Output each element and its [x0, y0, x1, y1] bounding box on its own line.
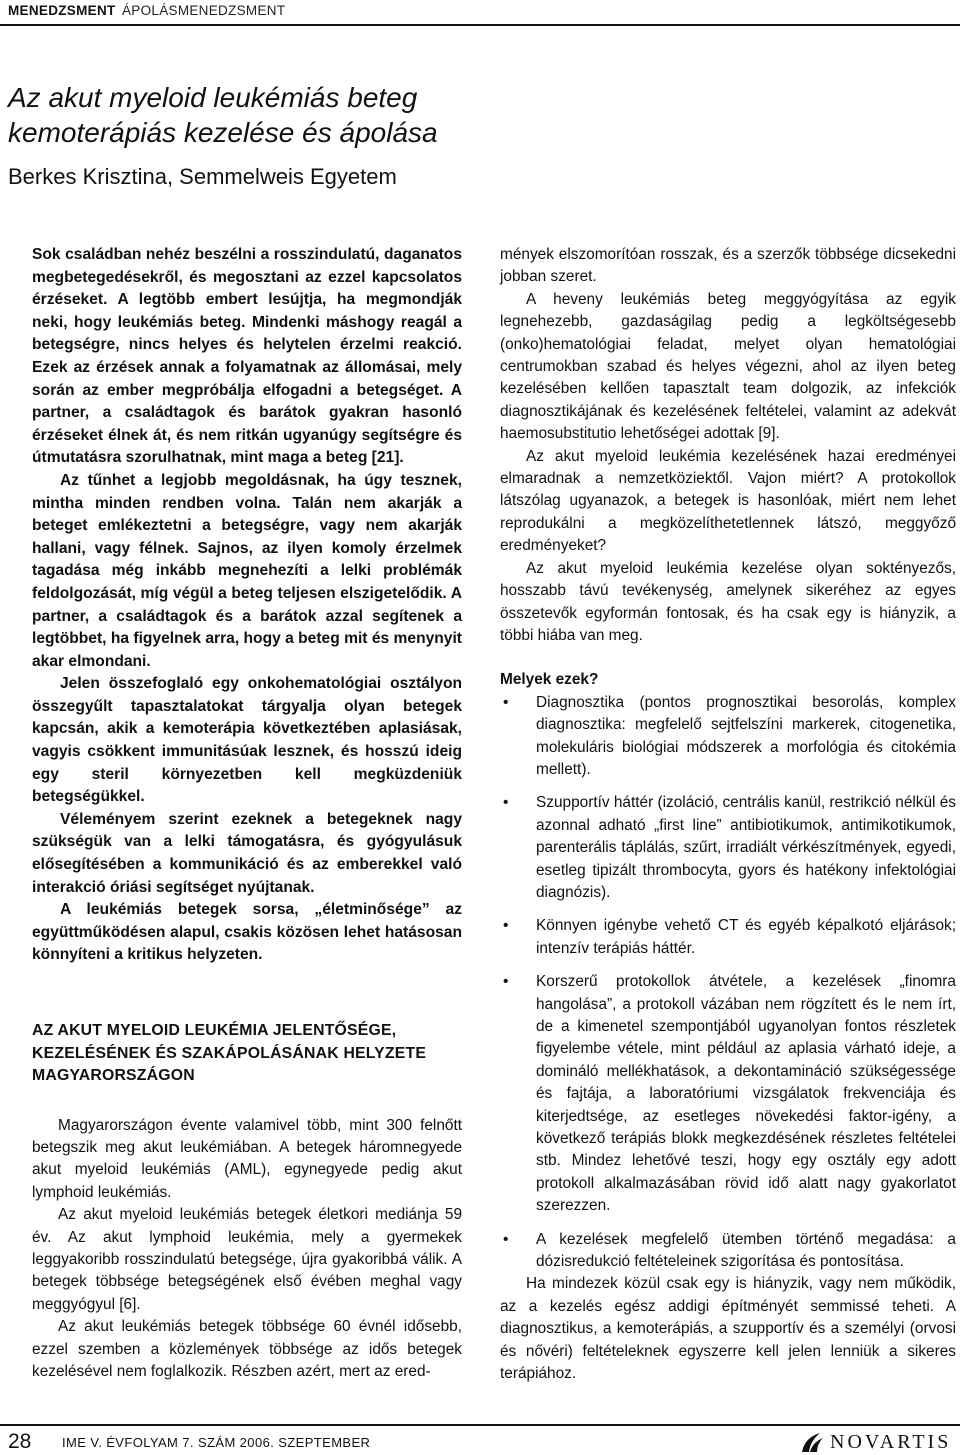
section-heading-line: KEZELÉSÉNEK ÉS SZAKÁPOLÁSÁNAK HELYZETE — [32, 1044, 427, 1062]
left-column — [32, 244, 462, 1383]
footer-divider — [0, 1424, 960, 1426]
running-header — [0, 0, 960, 22]
page-number: 28 — [8, 1430, 32, 1453]
lead-paragraph: Véleményem szerint ezeknek a betegeknek nagy szükségük van a lelki támogatásra, és gyógyulásuk elősegítésében a kommunikáció és az emberekkel való interakció óriási segítséget nyújtanak. — [32, 810, 462, 896]
list-item-text: Diagnosztika (pontos prognosztikai besorolás, komplex diagnosztika: megfelelő sejtfelszíni markerek, citogenetika, molekuláris biológiai módszerek a morfológia és citokémia mellett). — [536, 693, 956, 778]
right-column — [500, 244, 956, 1386]
body-paragraph: Ha mindezek közül csak egy is hiányzik, vagy nem működik, az a kezelés egész addigi építményét semmissé teheti. A diagnosztikus, a kemoterápiás, a szupportív és a személyi (orvosi és nővéri) feltételeknek egyszerre kell jelen lenniük a sikeres terápiához. — [500, 1275, 956, 1383]
bullet-icon: • — [503, 794, 509, 812]
list-item — [500, 792, 956, 904]
lead-text — [32, 244, 462, 967]
list-item — [500, 971, 956, 1217]
novartis-flame-logo-icon — [798, 1430, 826, 1454]
section-label: MENEDZSMENT — [8, 3, 116, 18]
lead-paragraph: Sok családban nehéz beszélni a rosszindulatú, daganatos megbetegedésekről, és megosztani az ezzel kapcsolatos érzéseket. A legtöbb embert lesújtja, ha megmondják neki, hogy leukémiás beteg. Mindenki máshogy reagál a betegségre, nincs helyes és helytelen érzelmi reakció. Ezek az érzések annak a folyamatnak az állomásai, mely során az ember megpróbálja elfogadni a betegséget. A partner, a családtagok és barátok gyakran hasonló érzéseket élnek át, és nem ritkán ugyanúgy segítségre és útmutatásra szorulhatnak, mint maga a beteg [21]. — [32, 246, 462, 467]
article-title-line-2: kemoterápiás kezelése és ápolása — [8, 117, 438, 148]
list-item — [500, 1229, 956, 1274]
body-paragraph: Az akut myeloid leukémiás betegek életkori mediánja 59 év. Az akut lymphoid leukémia, mely a gyermekek leggyakoribb rosszindulatú betegsége, újra gyakoribbá válik. A betegek többsége betegségének első évében meghal vagy meggyógyul [6]. — [32, 1206, 462, 1313]
article-byline: Berkes Krisztina, Semmelweis Egyetem — [8, 164, 397, 189]
section-body — [32, 1115, 462, 1384]
list-item-text: A kezelések megfelelő ütemben történő megadása: a dózisredukció feltételeinek szigorítása és pontosítása. — [536, 1230, 956, 1271]
list-item-text: Szupportív háttér (izoláció, centrális kanül, restrikció nélkül és azonnal adható „first line” antibiotikumok, antimikotikumok, parenterális táplálás, szűrt, irradiált vérkészítmények, egyedi, esetleg tipizált thrombocyta, gyors és hatékony infektológiai diagnózis). — [536, 794, 957, 901]
lead-paragraph: Az tűnhet a legjobb megoldásnak, ha úgy tesznek, mintha minden rendben volna. Talán nem akarják a beteget emlékeztetni a betegségre, vagy nem akarják hallani, vagy félnek. Sajnos, az ilyen komoly érzelmek tagadása még inkább megnehezíti a lelki problémák feldolgozását, míg végül a beteg teljesen elszigetelődik. A partner, a családtagok és a barátok azzal segítenek a legtöbbet, ha figyelnek arra, hogy a beteg mit és menynyit akar elmondani. — [32, 471, 462, 670]
subsection-label: ÁPOLÁSMENEDZSMENT — [122, 3, 286, 18]
bullet-icon: • — [503, 973, 509, 991]
list-item — [500, 915, 956, 960]
lead-paragraph: Jelen összefoglaló egy onkohematológiai osztályon összegyűlt tapasztalatokat tárgyalja olyan betegek kapcsán, akik a kemoterápia következtében aplasiásak, vagyis csökkent immunitásúak lesznek, és hosszú ideig egy steril környezetben kell megküzdeniük betegségükkel. — [32, 675, 462, 806]
bullet-icon: • — [503, 1230, 509, 1248]
section-heading-line: MAGYARORSZÁGON — [32, 1067, 195, 1084]
body-paragraph: Az akut myeloid leukémia kezelése olyan soktényezős, hosszabb távú tevékenység, amelynek sikeréhez az egyes összetevők egyformán fontosak, és ha csak egy is hiányzik, a többi hiába van meg. — [500, 559, 956, 644]
body-paragraph: Az akut leukémiás betegek többsége 60 évnél idősebb, ezzel szemben a közlemények többsége az idős betegek kezelésével nem foglalkozik. Részben azért, mert az ered- — [32, 1318, 462, 1380]
list-item-text: Könnyen igénybe vehető CT és egyéb képalkotó eljárások; intenzív terápiás háttér. — [536, 917, 956, 957]
list-item-text: Korszerű protokollok átvétele, a kezelések „finomra hangolása”, a protokoll vázában nem rögzített és le nem írt, de a kimenetel szempontjából ugyanolyan fontos részletek figyelembe vétele, mint például az aplasia várható ideje, a domináló mellékhatások, a dekontamináció szükségessége és fajtája, a laboratóriumi vizsgálatok frekvenciája és kiterjedtsége, az esetleges növekedési faktor-igény, a következő terápiás blokk megkezdésének részletes feltételei stb. Mindez lehetővé teszi, hogy egy osztály egy adott protokoll alkalmazásában rövid idő alatt nagy gyakorlatot szerezzen. — [536, 973, 956, 1215]
lead-paragraph: A leukémiás betegek sorsa, „életminősége” az együttműködésen alapul, csakis közösen lehet hatásosan könnyíteni a kritikus helyzeten. — [32, 901, 462, 964]
body-paragraph: A heveny leukémiás beteg meggyógyítása az egyik legnehezebb, gazdaságilag pedig a legköltségesebb (onko)hematológiai feladat, melyet olyan hematológiai centrumokban szabad és helyes végezni, ahol az ilyen beteg kezelésében kellően tapasztalt team dolgozik, az infekciók diagnosztikájának és kezelésének feltételei, valamint az adekvát haemosubstitutio lehetőségei adottak [9]. — [500, 290, 956, 443]
subheading: Melyek ezek? — [500, 671, 599, 689]
article-title — [8, 80, 908, 150]
novartis-logo — [798, 1430, 954, 1454]
list-item — [500, 692, 956, 782]
bullet-list — [500, 692, 956, 1274]
section-heading — [32, 1020, 462, 1088]
header-divider — [0, 24, 960, 26]
section-heading-line: AZ AKUT MYELOID LEUKÉMIA JELENTŐSÉGE, — [32, 1022, 397, 1039]
article-title-line-1: Az akut myeloid leukémiás beteg — [8, 82, 418, 113]
body-paragraph: Magyarországon évente valamivel több, mint 300 felnőtt betegszik meg akut leukémiában. A betegek háromnegyede akut myeloid leukémiás (AML), egynegyede pedig akut lymphoid leukémiás. — [32, 1116, 462, 1201]
running-footer — [0, 1428, 960, 1455]
body-paragraph: Az akut myeloid leukémia kezelésének hazai eredményei elmaradnak a nemzetköziektől. Vajon miért? A protokollok látszólag ugyanazok, a betegek is hasonlóak, miért nem lehet reprodukálni a megközelíthetetlennek látszó, meggyőző eredményeket? — [500, 447, 956, 555]
brand-name: NOVARTIS — [830, 1431, 952, 1453]
journal-info: IME V. ÉVFOLYAM 7. SZÁM 2006. SZEPTEMBER — [62, 1435, 371, 1450]
bullet-icon: • — [503, 693, 509, 711]
bullet-icon: • — [503, 917, 509, 935]
body-paragraph: mények elszomorítóan rosszak, és a szerzők többsége dicsekedni jobban szeret. — [500, 246, 956, 286]
